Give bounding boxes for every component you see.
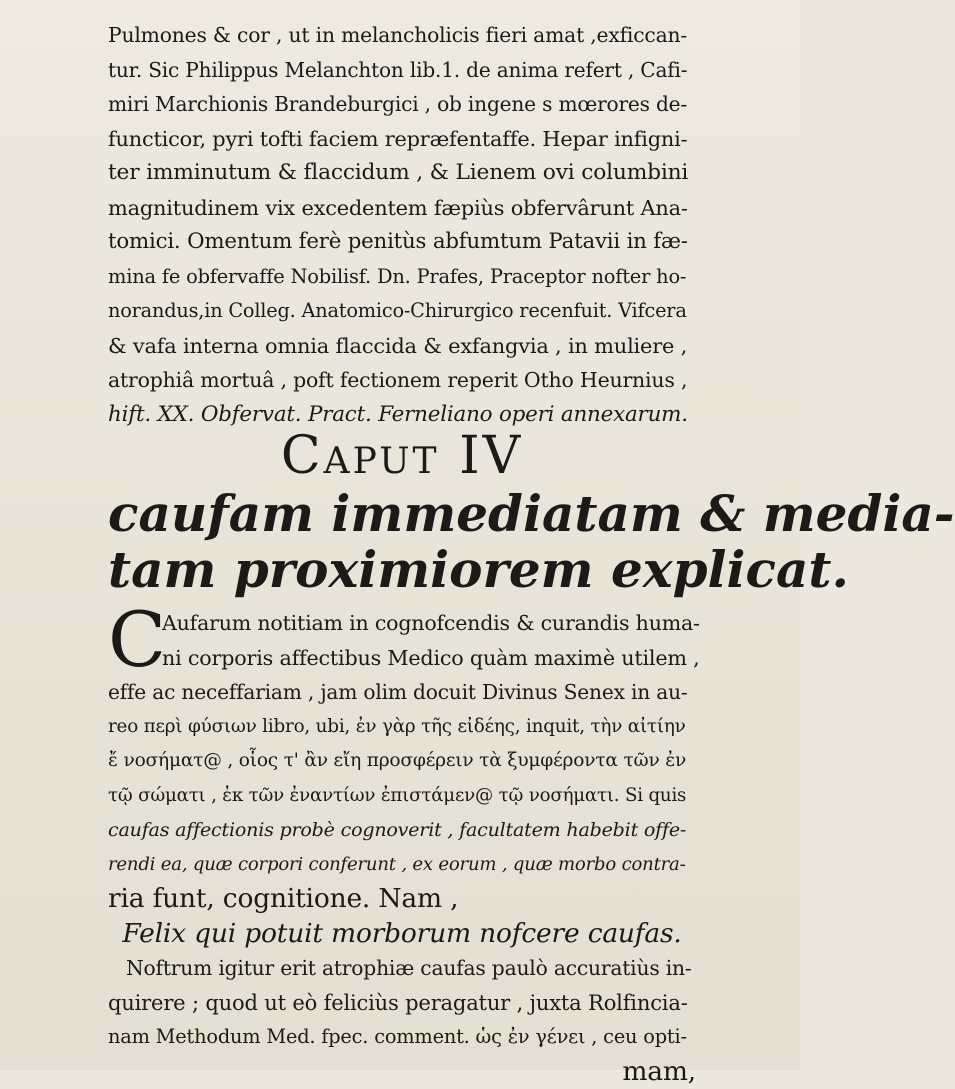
text-line: atrophiâ mortuâ , poft fectionem reperit Otho Heurnius ,	[108, 363, 696, 398]
text-line: hift. XX. Obfervat. Pract. Ferneliano operi annexarum.	[108, 398, 696, 433]
text-line: tomici. Omentum ferè penitùs abfumtum Patavii in fæ-	[108, 225, 696, 260]
catchword: mam,	[108, 1055, 696, 1089]
text-line: reo περὶ φύσιων libro, ubi, ἐν γὰρ τῆς εἰδέης, inquit, τὴν αἰτίην	[108, 710, 696, 745]
verse-line: Felix qui potuit morborum nofcere caufas.	[108, 917, 696, 952]
text-line: Pulmones & cor , ut in melancholicis fieri amat ,exficcan-	[108, 18, 696, 53]
text-line: magnitudinem vix excedentem fæpiùs obfervârunt Ana-	[108, 191, 696, 226]
text-line: norandus,in Colleg. Anatomico-Chirurgico recenfuit. Vifcera	[108, 294, 696, 329]
text-line: & vafa interna omnia flaccida & exfangvia , in muliere ,	[108, 329, 696, 364]
text-line: nam Methodum Med. fpec. comment. ὡς ἐν γένει , ceu opti-	[108, 1020, 696, 1055]
chapter-title: Caput IV	[108, 428, 696, 484]
chapter-subtitle-line-1: caufam immediatam & media-	[108, 486, 696, 542]
text-line: caufas affectionis probè cognoverit , facultatem habebit offe-	[108, 813, 696, 848]
text-line: ni corporis affectibus Medico quàm maximè utilem ,	[108, 641, 696, 676]
text-line: tur. Sic Philippus Melanchton lib.1. de anima refert , Cafi-	[108, 53, 696, 88]
text-line: mina fe obfervaffe Nobilisf. Dn. Prafes, Praceptor nofter ho-	[108, 260, 696, 295]
text-line: Noftrum igitur erit atrophiæ caufas paulò accuratiùs in-	[108, 951, 696, 986]
text-line: τῷ σώματι , ἐκ τῶν ἐναντίων ἐπιστάμεν@ τῷ νοσήματι. Si quis	[108, 779, 696, 814]
text-line: ἔ νοσήματ@ , οἷος τ' ἂν εἴη προσφέρειν τὰ ξυμφέροντα τῶν ἐν	[108, 744, 696, 779]
paragraph-intro	[108, 18, 696, 432]
text-line	[108, 606, 696, 641]
text-line-content: Aufarum notitiam in cognofcendis & curandis huma-	[162, 611, 700, 635]
chapter-subtitle-line-2: tam proximiorem explicat.	[108, 542, 696, 598]
paragraph-causes	[108, 606, 696, 1089]
text-line: rendi ea, quæ corpori conferunt , ex eorum , quæ morbo contra-	[108, 848, 696, 883]
drop-capital: C	[108, 602, 166, 678]
text-line: effe ac neceffariam , jam olim docuit Divinus Senex in au-	[108, 675, 696, 710]
text-line: quirere ; quod ut eò feliciùs peragatur , juxta Rolfincia-	[108, 986, 696, 1021]
text-line: ria funt, cognitione. Nam ,	[108, 882, 696, 917]
text-line: functicor, pyri tofti faciem repræfentaffe. Hepar infigni-	[108, 122, 696, 157]
text-line: ter imminutum & flaccidum , & Lienem ovi columbini	[108, 156, 696, 191]
text-line: miri Marchionis Brandeburgici , ob ingene s mœrores de-	[108, 87, 696, 122]
